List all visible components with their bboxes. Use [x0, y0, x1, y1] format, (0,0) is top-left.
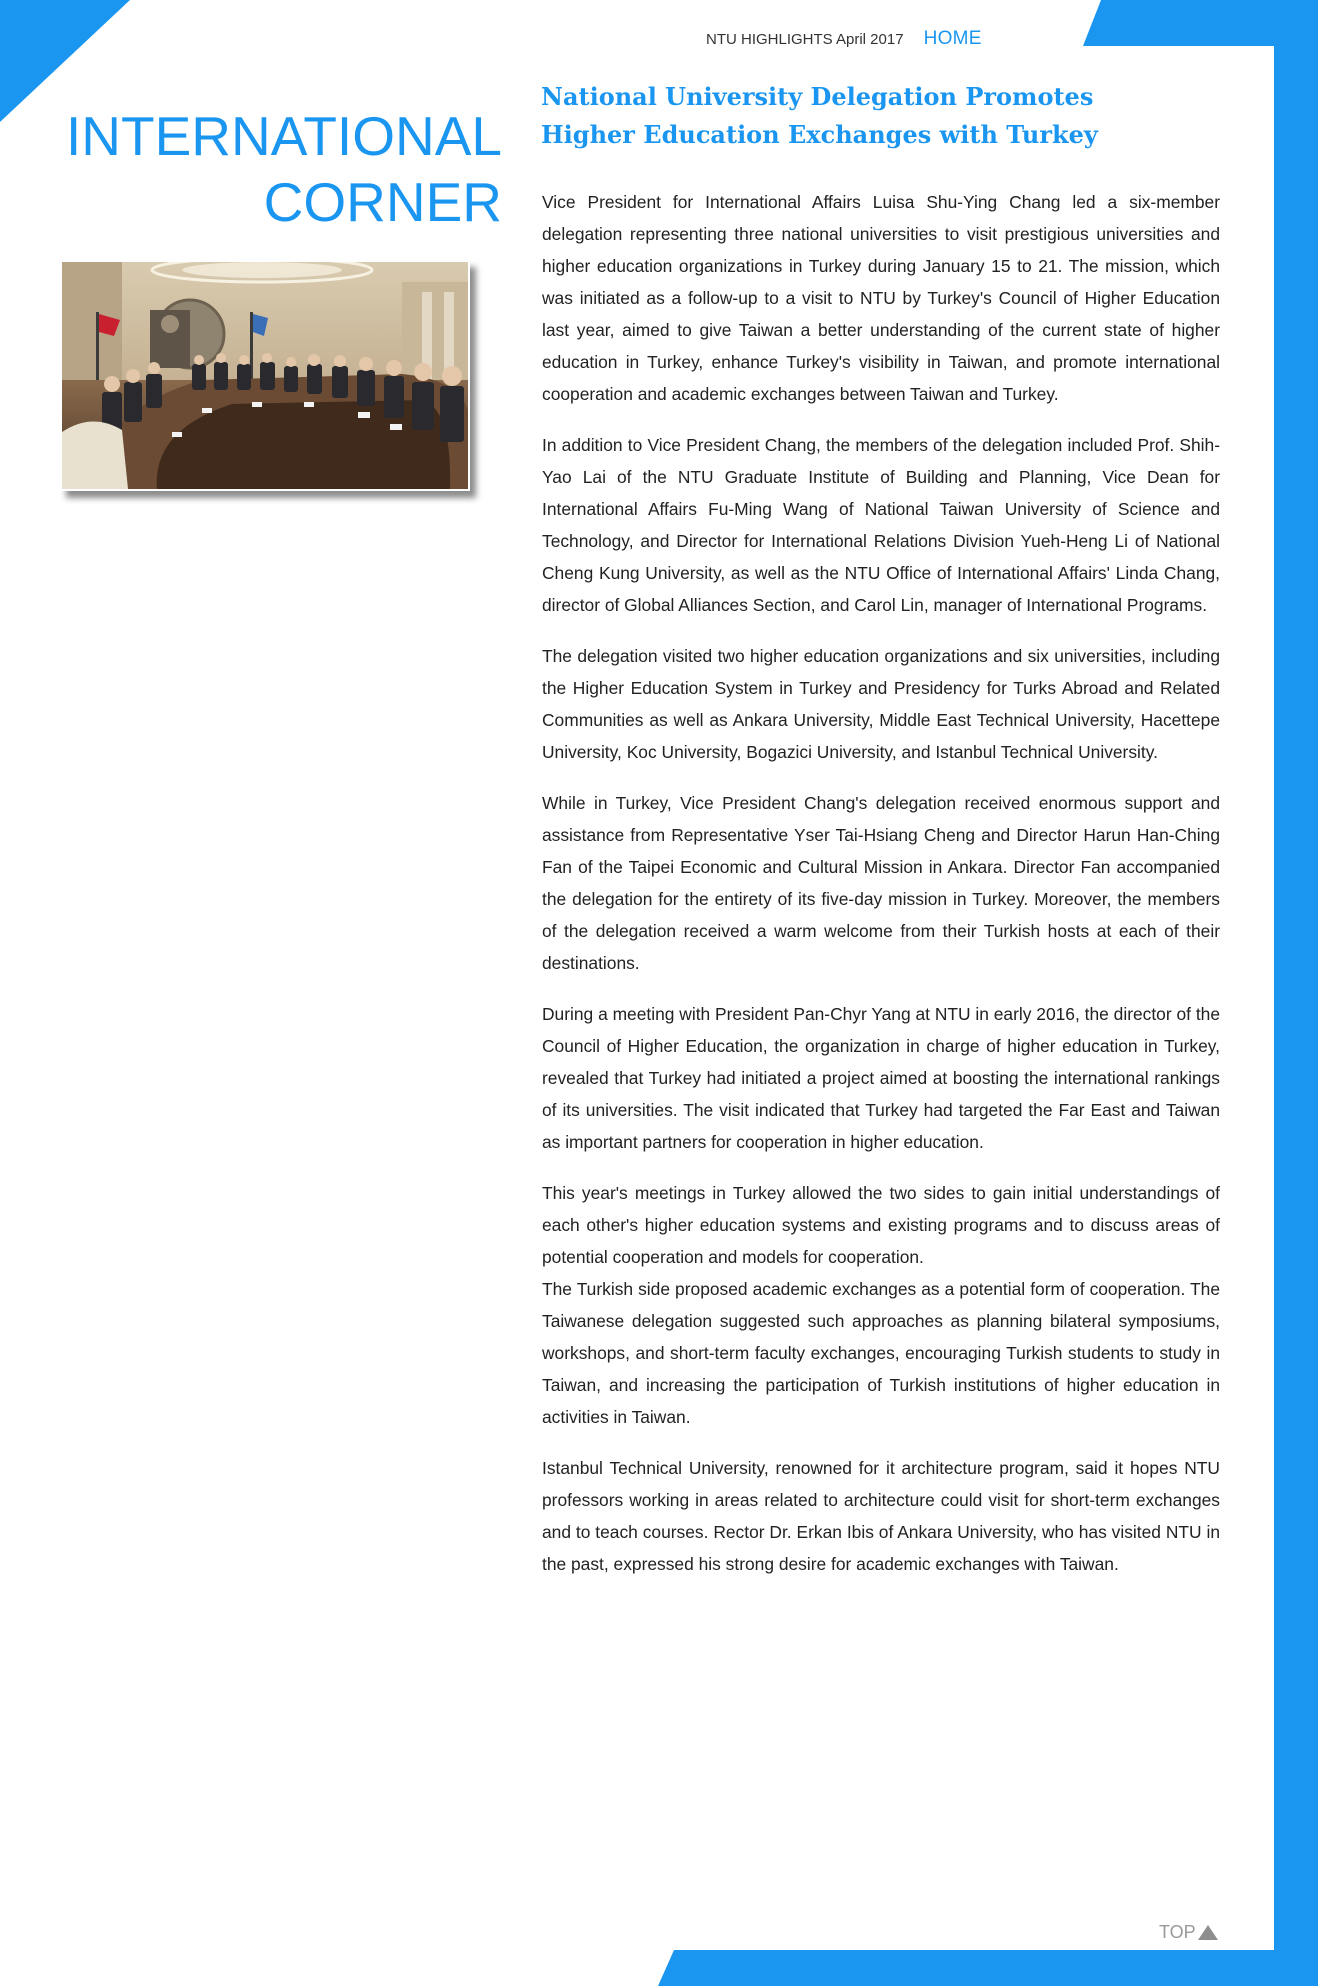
section-title-line1: INTERNATIONAL — [66, 104, 502, 167]
meeting-photo-illustration — [62, 262, 468, 489]
headline-line1: National University Delegation Promotes — [541, 82, 1094, 111]
article-paragraph: Vice President for International Affairs Luisa Shu-Ying Chang led a six-member delegation representing three national universities to visit prestigious universities and higher education organizations in Turkey during January 15 to 21. The mission, which was initiated as a follow-up to a visit to NTU by Turkey's Council of Higher Education last year, aimed to give Taiwan a better understanding of the current state of higher education in Turkey, enhance Turkey's visibility in Taiwan, and promote international cooperation and academic exchanges between Taiwan and Turkey. — [542, 192, 1220, 404]
home-link[interactable]: HOME — [923, 28, 982, 49]
meeting-photo — [60, 260, 470, 491]
article-paragraph: The delegation visited two higher education organizations and six universities, including the Higher Education System in Turkey and Presidency for Turks Abroad and Related Communities as well as Ankara University, Middle East Technical University, Hacettepe University, Koc University, Bogazici University, and Istanbul Technical University. — [542, 646, 1220, 762]
headline-line2: Higher Education Exchanges with Turkey — [541, 120, 1098, 149]
section-title-line2: CORNER — [263, 170, 502, 233]
ceiling-light — [182, 262, 342, 278]
side-stripe — [1274, 0, 1318, 1986]
chair-foreground — [62, 421, 128, 489]
top-navigation — [706, 28, 982, 50]
corner-decoration-top-right — [1083, 0, 1318, 46]
article-body — [542, 186, 1220, 1599]
article-paragraph: This year's meetings in Turkey allowed the two sides to gain initial understandings of each other's higher education systems and existing programs and to discuss areas of potential cooperation and models for cooperation. — [542, 1183, 1220, 1267]
bottom-decoration-band — [658, 1950, 1318, 1986]
issue-label: NTU HIGHLIGHTS April 2017 — [706, 31, 904, 48]
section-title — [60, 103, 502, 235]
article-paragraph: The Turkish side proposed academic exchanges as a potential form of cooperation. The Taiwanese delegation suggested such approaches as planning bilateral symposiums, workshops, and short-term faculty exchanges, encouraging Turkish students to study in Taiwan, and increasing the participation of Turkish institutions of higher education in activities in Taiwan. — [542, 1279, 1220, 1427]
back-to-top-link[interactable] — [1159, 1922, 1218, 1943]
article-headline — [541, 78, 1241, 154]
article-paragraph: In addition to Vice President Chang, the members of the delegation included Prof. Shih-Yao Lai of the NTU Graduate Institute of Building and Planning, Vice Dean for International Affairs Fu-Ming Wang of National Taiwan University of Science and Technology, and Director for International Relations Division Yueh-Heng Li of National Cheng Kung University, as well as the NTU Office of International Affairs' Linda Chang, director of Global Alliances Section, and Carol Lin, manager of International Programs. — [542, 435, 1220, 615]
article-paragraph: Istanbul Technical University, renowned for it architecture program, said it hopes NTU professors working in areas related to architecture could visit for short-term exchanges and to teach courses. Rector Dr. Erkan Ibis of Ankara University, who has visited NTU in the past, expressed his strong desire for academic exchanges with Taiwan. — [542, 1458, 1220, 1574]
article-paragraph: During a meeting with President Pan-Chyr Yang at NTU in early 2016, the director of the Council of Higher Education, the organization in charge of higher education in Turkey, revealed that Turkey had initiated a project aimed at boosting the international rankings of its universities. The visit indicated that Turkey had targeted the Far East and Taiwan as important partners for cooperation in higher education. — [542, 1004, 1220, 1152]
top-label: TOP — [1159, 1922, 1196, 1942]
up-triangle-icon — [1198, 1925, 1218, 1940]
article-paragraph: While in Turkey, Vice President Chang's delegation received enormous support and assistance from Representative Yser Tai-Hsiang Cheng and Director Harun Han-Ching Fan of the Taipei Economic and Cultural Mission in Ankara. Director Fan accompanied the delegation for the entirety of its five-day mission in Turkey. Moreover, the members of the delegation received a warm welcome from their Turkish hosts at each of their destinations. — [542, 793, 1220, 973]
